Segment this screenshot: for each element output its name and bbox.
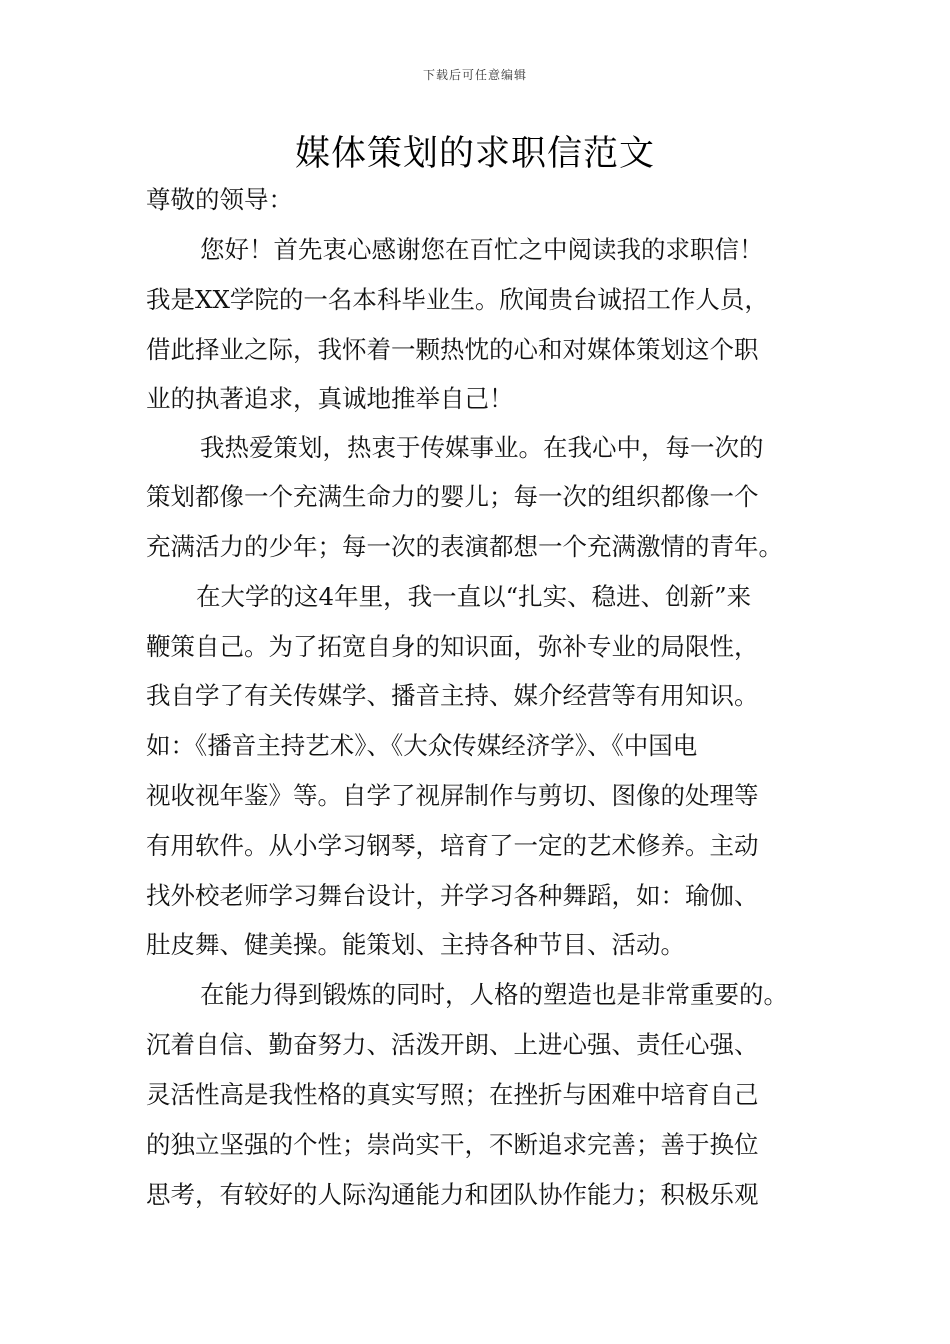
paragraph-line: 我热爱策划，热衷于传媒事业。在我心中，每一次的 (200, 433, 764, 462)
paragraph-line: 思考，有较好的人际沟通能力和团队协作能力；积极乐观 (146, 1180, 759, 1209)
paragraph-line: 我是XX学院的一名本科毕业生。欣闻贵台诚招工作人员， (146, 285, 769, 314)
paragraph-line: 的独立坚强的个性；崇尚实干，不断追求完善；善于换位 (146, 1130, 759, 1159)
document-title: 媒体策划的求职信范文 (294, 134, 655, 174)
salutation: 尊敬的领导： (146, 185, 293, 214)
paragraph-line: 如：《播音主持艺术》、《大众传媒经济学》、《中国电 (146, 731, 698, 760)
paragraph-line: 肚皮舞、健美操。能策划、主持各种节目、活动。 (146, 930, 685, 959)
paragraph-line: 在能力得到锻炼的同时，人格的塑造也是非常重要的。 (200, 980, 788, 1009)
paragraph-line: 找外校老师学习舞台设计，并学习各种舞蹈，如：瑜伽、 (146, 881, 759, 910)
paragraph-line: 借此择业之际，我怀着一颗热忱的心和对媒体策划这个职 (146, 335, 759, 364)
paragraph-line: 您好！首先衷心感谢您在百忙之中阅读我的求职信！ (200, 235, 764, 264)
paragraph-line: 视收视年鉴》等。自学了视屏制作与剪切、图像的处理等 (146, 781, 759, 810)
header-note: 下载后可任意编辑 (422, 68, 527, 82)
paragraph-line: 策划都像一个充满生命力的婴儿；每一次的组织都像一个 (146, 482, 759, 511)
paragraph-line: 在大学的这4年里，我一直以“扎实、稳进、创新”来 (196, 582, 752, 611)
paragraph-line: 充满活力的少年；每一次的表演都想一个充满激情的青年。 (146, 532, 783, 561)
paragraph-line: 灵活性高是我性格的真实写照；在挫折与困难中培育自己 (146, 1080, 759, 1109)
paragraph-line: 我自学了有关传媒学、播音主持、媒介经营等有用知识。 (146, 681, 759, 710)
paragraph-line: 沉着自信、勤奋努力、活泼开朗、上进心强、责任心强、 (146, 1030, 759, 1059)
paragraph-line: 业的执著追求，真诚地推举自己！ (146, 384, 514, 413)
paragraph-line: 有用软件。从小学习钢琴，培育了一定的艺术修养。主动 (146, 831, 759, 860)
paragraph-line: 鞭策自己。为了拓宽自身的知识面，弥补专业的局限性， (146, 632, 759, 661)
